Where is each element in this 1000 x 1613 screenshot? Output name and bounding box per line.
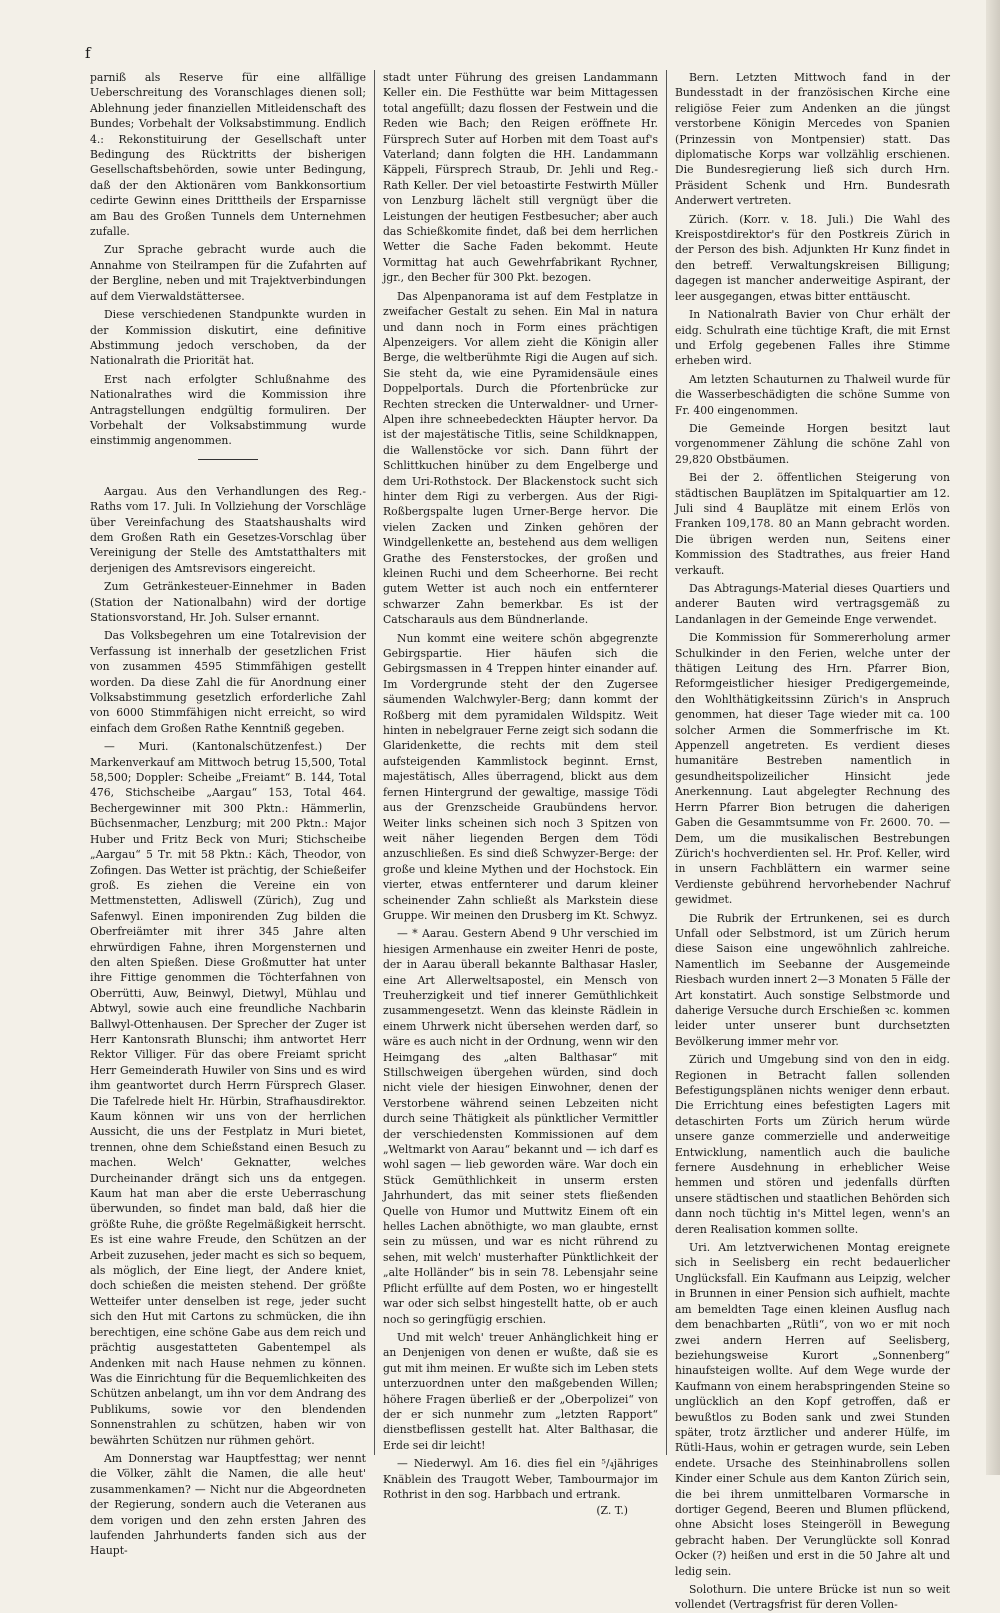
paragraph: Zürich und Umgebung sind von den in eidg. Regionen in Betracht fallen sollenden Befestigungsplänen nichts weniger denn erbaut. Die Errichtung eines befestigten Lagers mit detaschirten Forts um Zürich herum würde unsere ganze commerzielle und anderweitige Entwicklung, namentlich auch die bauliche fernere Ausdehnung in erheblicher Weise hemmen und stören und jedenfalls dürften unsere städtischen und staatlichen Behörden sich dann noch tüchtig in's Mittel legen, wenn's an deren Realisation kommen sollte. bbox=[675, 1053, 950, 1236]
paragraph: parniß als Reserve für eine allfällige Ueberschreitung des Voranschlages dienen soll; Ablehnung jeder finanziellen Mitleidenschaft des Bundes; Vorbehalt der Volksabstimmung. Endlich 4.: Rekonstituirung der Gesellschaft unter Bedingung des Rücktritts der bisherigen Gesellschaftsbehörden, sowie unter Bedingung, daß der den Aktionären vom Bankkonsortium cedirte Gewinn eines Dritttheils der Ersparnisse am Bau des Großen Tunnels dem Unternehmen zufalle. bbox=[90, 71, 366, 239]
paragraph: — Muri. (Kantonalschützenfest.) Der Markenverkauf am Mittwoch betrug 15,500, Total 58,500; Doppler: Scheibe „Freiamt“ B. 144, Total 476, Stichscheibe „Aargau“ 153, Total 464. Bechergewinner mit 300 Pktn.: Hämmerlin, Büchsenmacher, Lenzburg; mit 200 Pktn.: Major Huber und Fritz Beck von Muri; Stichscheibe „Aargau“ 5 Tr. mit 58 Pktn.: Käch, Theodor, von Zofingen. Das Wetter ist prächtig, der Schießeifer groß. Es ziehen die Vereine ein von Mettmenstetten, Adliswell (Zürich), Zug und Safenwyl. Einen imponirenden Zug bilden die Oberfreiämter mit ihrer 345 Jahre alten ehrwürdigen Fahne, ihren Morgensternen und den alten Spießen. Diese Großmutter hat unter ihre Fittige genommen die Töchterfahnen von Oberrütti, Auw, Beinwyl, Dietwyl, Mühlau und Abtwyl, sowie auch eine freundliche Nachbarin Ballwyl-Ottenhausen. Der Sprecher der Zuger ist Herr Kantonsrath Blunschi; ihm antwortet Herr Rektor Villiger. Für das obere Freiamt spricht Herr Gemeinderath Huwiler von Sins und es wird ihm geantwortet durch Herrn Fürsprech Glaser. Die Tafelrede hielt Hr. Hürbin, Strafhausdirektor. Kaum können wir uns von der herrlichen Aussicht, die uns der Festplatz in Muri bietet, trennen, ohne dem Schießstand einen Besuch zu machen. Welch' Geknatter, welches Durcheinander drängt sich uns da entgegen. Kaum hat man aber die erste Ueberraschung überwunden, so findet man bald, daß hier die größte Ruhe, die größte Regelmäßigkeit herrscht. Es ist eine wahre Freude, den Schützen an der Arbeit zuzusehen, jeder macht es sich so bequem, als möglich, der Eine liegt, der Andere kniet, doch schießen die meisten stehend. Der größte Wetteifer unter denselben ist rege, jeder sucht sich den Hut mit Cartons zu schmücken, die ihn berechtigen, eine schöne Gabe aus dem reich und prächtig ausgestatteten Gabentempel als Andenken mit nach Hause nehmen zu können. Was die Einrichtung für die Bequemlichkeiten des Schützen anbelangt, um ihn vor dem Andrang des Publikums, sowie vor den blendenden Sonnenstrahlen zu schützen, haben wir von bewährten Schützen nur rühmen gehört. bbox=[90, 740, 366, 1447]
column-3 bbox=[666, 70, 958, 1612]
paragraph: Zum Getränkesteuer-Einnehmer in Baden (Station der Nationalbahn) wird der dortige Stationsvorstand, Hr. Joh. Sulser ernannt. bbox=[90, 580, 366, 624]
paragraph: Das Abtragungs-Material dieses Quartiers und anderer Bauten wird vertragsgemäß zu Landanlagen in der Gemeinde Enge verwendet. bbox=[675, 582, 950, 626]
section-divider bbox=[198, 459, 258, 460]
text-columns bbox=[82, 70, 972, 1612]
paragraph: Erst nach erfolgter Schlußnahme des Nationalrathes wird die Kommission ihre Antragstellungen endgültig formuliren. Der Vorbehalt der Volksabstimmung wurde einstimmig angenommen. bbox=[90, 372, 366, 448]
paragraph: — * Aarau. Gestern Abend 9 Uhr verschied im hiesigen Armenhause ein zweiter Henri de poste, der in Aarau überall bekannte Balthasar Hasler, eine Art Allerweltsapostel, ein Mensch von Treuherzigkeit und tief innerer Gemüthlichkeit zusammengesetzt. Wenn das kleinste Rädlein in einem Uhrwerk nicht übersehen werden darf, so wäre es auch nicht in der Ordnung, wenn wir den Heimgang des „alten Balthasar“ mit Stillschweigen übergehen würden, sind doch nicht viele der hiesigen Einwohner, denen der Verstorbene während seinen Lebzeiten nicht durch seine Thätigkeit als pünktlicher Vermittler der verschiedensten Kommissionen auf dem „Weltmarkt von Aarau“ bekannt und — ich darf es wohl sagen — lieb geworden wäre. War doch ein Stück Gemüthlichkeit in unserm ersten Jahrhundert, das mit seiner stets fließenden Quelle von Humor und Muttwitz Einem oft ein helles Lachen abnöthigte, wo man glaubte, ernst sein zu müssen, und war es nicht rührend zu sehen, mit welch' musterhafter Pünktlichkeit der „alte Holländer“ bis in sein 78. Lebensjahr seine Pflicht erfüllte auf dem Posten, wo er hingestellt war oder sich selbst hingestellt hatte, ob er auch noch so geringfügig erschien. bbox=[383, 927, 658, 1326]
column-2 bbox=[374, 70, 666, 1518]
paragraph: Solothurn. Die untere Brücke ist nun so weit vollendet (Vertragsfrist für deren Vollen- bbox=[675, 1583, 950, 1612]
paragraph: Und mit welch' treuer Anhänglichkeit hing er an Denjenigen von denen er wußte, daß sie es gut mit ihm meinen. Er wußte sich im Leben stets unterzuordnen unter den maßgebenden Willen; höhere Fragen überließ er der „Oberpolizei“ von der er sich nunmehr zum „letzten Rapport“ dienstbeflissen gestellt hat. Alter Balthasar, die Erde sei dir leicht! bbox=[383, 1330, 658, 1452]
paragraph: Das Volksbegehren um eine Totalrevision der Verfassung ist innerhalb der gesetzlichen Frist von zusammen 4595 Stimmfähigen gestellt worden. Da diese Zahl die für Anordnung einer Volksabstimmung gesetzlich erforderliche Zahl von 6000 Stimmfähigen nicht erreicht, so wird einfach dem Großen Rathe Kenntniß gegeben. bbox=[90, 629, 366, 735]
column-1 bbox=[82, 70, 374, 1558]
source-signature: (Z. T.) bbox=[596, 1504, 628, 1518]
paragraph: Die Rubrik der Ertrunkenen, sei es durch Unfall oder Selbstmord, ist um Zürich herum diese Saison eine ungewöhnlich zahlreiche. Namentlich im Seebanne der Ausgemeinde Riesbach wurden innert 2—3 Monaten 5 Fälle der Art konstatirt. Auch sonstige Selbstmorde und daherige Versuche durch Erschießen ꝛc. kommen leider unter unserer bunt durchsetzten Bevölkerung immer mehr vor. bbox=[675, 911, 950, 1048]
paragraph: Nun kommt eine weitere schön abgegrenzte Gebirgspartie. Hier häufen sich die Gebirgsmassen in 4 Treppen hinter einander auf. Im Vordergrunde steht der den Zugersee säumenden Walchwyler-Berg; dann kommt der Roßberg mit dem pyramidalen Wildspitz. Weit hinten in nebelgrauer Ferne zeigt sich sodann die Glaridenkette, die rechts mit dem steil aufsteigenden Kammlistock beginnt. Ernst, majestätisch, Alles überragend, blickt aus dem fernen Hintergrund der gewaltige, massige Tödi aus der Grenzscheide Graubündens hervor. Weiter links scheinen sich noch 3 Spitzen von weit näher liegenden Bergen dem Tödi anzuschließen. Es sind dieß Schwyzer-Berge: der große und kleine Mythen und der Hochstock. Ein vierter, etwas entfernterer und darum kleiner scheinender Zahn schließt als Markstein diese Gruppe. Wir meinen den Drusberg im Kt. Schwyz. bbox=[383, 631, 658, 922]
paragraph: Am letzten Schauturnen zu Thalweil wurde für die Wasserbeschädigten die schöne Summe von Fr. 400 eingenommen. bbox=[675, 372, 950, 417]
paragraph: — Niederwyl. Am 16. dies fiel ein ⁵/₄jähriges Knäblein des Traugott Weber, Tambourmajor im Rothrist in den sog. Harbbach und ertrank. bbox=[383, 1457, 658, 1501]
paragraph: Zürich. (Korr. v. 18. Juli.) Die Wahl des Kreispostdirektor's für den Postkreis Zürich in der Person des bish. Adjunkten Hr Kunz findet in den betreff. Verwaltungskreisen Billigung; dagegen ist mancher anderweitige Aspirant, der leer ausgegangen, etwas bitter enttäuscht. bbox=[675, 212, 950, 303]
page-folio: f bbox=[85, 44, 91, 62]
paragraph: Bei der 2. öffentlichen Steigerung von städtischen Bauplätzen im Spitalquartier am 12. Juli sind 4 Bauplätze mit einem Erlös von Franken 109,178. 80 an Mann gebracht worden. Die übrigen werden nun, Seitens einer Kommission des Stadtrathes, aus freier Hand verkauft. bbox=[675, 471, 950, 577]
paragraph: Die Kommission für Sommererholung armer Schulkinder in den Ferien, welche unter der thätigen Leitung des Hrn. Pfarrer Bion, Reformgeistlicher hiesiger Predigergemeinde, den Wohlthätigkeitssinn Zürich's in Anspruch genommen, hat dieser Tage wieder mit ca. 100 solcher Armen die Sommerfrische im Kt. Appenzell angetreten. Es verdient dieses humanitäre Bestreben namentlich in gesundheitspolizeilicher Hinsicht jede Anerkennung. Laut abgelegter Rechnung des Herrn Pfarrer Bion betrugen die daherigen Gaben die Gesammtsumme von Fr. 2600. 70. — Dem, um die musikalischen Bestrebungen Zürich's hochverdienten sel. Hr. Prof. Keller, wird in unsern Fachblättern ein warmer seine Verdienste gebührend hervorhebender Nachruf gewidmet. bbox=[675, 631, 950, 907]
paragraph: Uri. Am letztverwichenen Montag ereignete sich in Seelisberg ein recht bedauerlicher Unglücksfall. Ein Kaufmann aus Leipzig, welcher in Brunnen in einer Pension sich aufhielt, machte am bemeldten Tage einen kleinen Ausflug nach dem benachbarten „Rütli“, von wo er mit noch zwei andern Herren auf Seelisberg, beziehungsweise Kurort „Sonnenberg“ hinaufsteigen wollte. Auf dem Wege wurde der Kaufmann von einem herabspringenden Steine so unglücklich an den Kopf getroffen, daß er bewußtlos zu Boden sank und zwei Stunden später, trotz ärztlicher und anderer Hülfe, im Rütli-Haus, wohin er getragen wurde, sein Leben endete. Ursache des Steinhinabrollens sollen Kinder einer Schule aus dem Kanton Zürich sein, die bei ihrem unmittelbaren Vormarsche in dortiger Gegend, Beeren und Blumen pflückend, ohne Absicht loses Steingeröll in Bewegung gebracht haben. Der Verunglückte soll Konrad Ocker (?) heißen und erst in die 50 Jahre alt und ledig sein. bbox=[675, 1241, 950, 1578]
paragraph: Am Donnerstag war Hauptfesttag; wer nennt die Völker, zählt die Namen, die alle heut' zusammenkamen? — Nicht nur die Abgeordneten der Regierung, sondern auch die Veteranen aus dem vorigen und den zehn ersten Jahren des laufenden Jahrhunderts fanden sich aus der Haupt- bbox=[90, 1451, 366, 1558]
paragraph: Zur Sprache gebracht wurde auch die Annahme von Steilrampen für die Zufahrten auf der Bergline, neben und mit Trajektverbindungen auf dem Vierwaldstättersee. bbox=[90, 243, 366, 303]
paragraph: Das Alpenpanorama ist auf dem Festplatze in zweifacher Gestalt zu sehen. Ein Mal in natura und dann noch in Form eines prächtigen Alpenzeigers. Vor allem zieht die Königin aller Berge, die weltberühmte Rigi die Augen auf sich. Sie steht da, wie eine Pyramidensäule eines Doppelportals. Durch die Pfortenbrücke zur Rechten strecken die Unterwaldner- und Urner-Alpen ihre schneebedeckten Häupter hervor. Da ist der majestätische Titlis, seine Schildknappen, die Wallenstöcke vor sich. Dann führt der Schlittkuchen hinüber zu dem Engelberge und dem Uri-Rothstock. Der Blackenstock sucht sich hinter dem Rigi zu verbergen. Aus der Rigi-Roßbergspalte lugen Urner-Berge hervor. Die vielen Zacken und Zinken gehören der Windgellenkette an, bestehend aus dem welligen Grathe des Fensterstockes, der großen und kleinen Ruchi und dem Scheerhorne. Bei recht gutem Wetter ist auch noch ein entfernterer schwarzer Zahn bemerkbar. Es ist der Catscharauls aus dem Bündnerlande. bbox=[383, 289, 658, 627]
paragraph: stadt unter Führung des greisen Landammann Keller ein. Die Festhütte war beim Mittagessen total angefüllt; dazu flossen der Festwein und die Reden wie Bach; den Reigen eröffnete Hr. Fürsprech Suter auf Horben mit dem Toast auf's Vaterland; dann folgten die HH. Landammann Käppeli, Fürsprech Straub, Dr. Jehli und Reg.-Rath Keller. Der viel betoastirte Festwirth Müller von Lenzburg lächelt still vergnügt über die Leistungen der heutigen Festbesucher; aber auch das Schießkomite findet, daß bei dem herrlichen Wetter die Sache Faden bekommt. Heute Vormittag hat auch Gewehrfabrikant Rychner, jgr., den Becher für 300 Pkt. bezogen. bbox=[383, 71, 658, 285]
paragraph: Diese verschiedenen Standpunkte wurden in der Kommission diskutirt, eine definitive Abstimmung jedoch verschoben, da der Nationalrath die Priorität hat. bbox=[90, 308, 366, 368]
page-edge bbox=[986, 0, 1000, 1475]
paragraph: Aargau. Aus den Verhandlungen des Reg.-Raths vom 17. Juli. In Vollziehung der Vorschläge über Vereinfachung des Staatshaushalts wird dem Großen Rath ein Gesetzes-Vorschlag über Vereinigung der Stelle des Amtstatthalters mit derjenigen des Amtsrevisors eingereicht. bbox=[90, 484, 366, 575]
paragraph: Die Gemeinde Horgen besitzt laut vorgenommener Zählung die schöne Zahl von 29,820 Obstbäumen. bbox=[675, 421, 950, 466]
paragraph: In Nationalrath Bavier von Chur erhält der eidg. Schulrath eine tüchtige Kraft, die mit Ernst und Erfolg gegebenen Falles ihre Stimme erheben wird. bbox=[675, 308, 950, 368]
paragraph: Bern. Letzten Mittwoch fand in der Bundesstadt in der französischen Kirche eine religiöse Feier zum Andenken an die jüngst verstorbene Königin Mercedes von Spanien (Prinzessin von Montpensier) statt. Das diplomatische Korps war vollzählig erschienen. Die Bundesregierung ließ sich durch Hrn. Präsident Schenk und Hrn. Bundesrath Anderwert vertreten. bbox=[675, 71, 950, 208]
